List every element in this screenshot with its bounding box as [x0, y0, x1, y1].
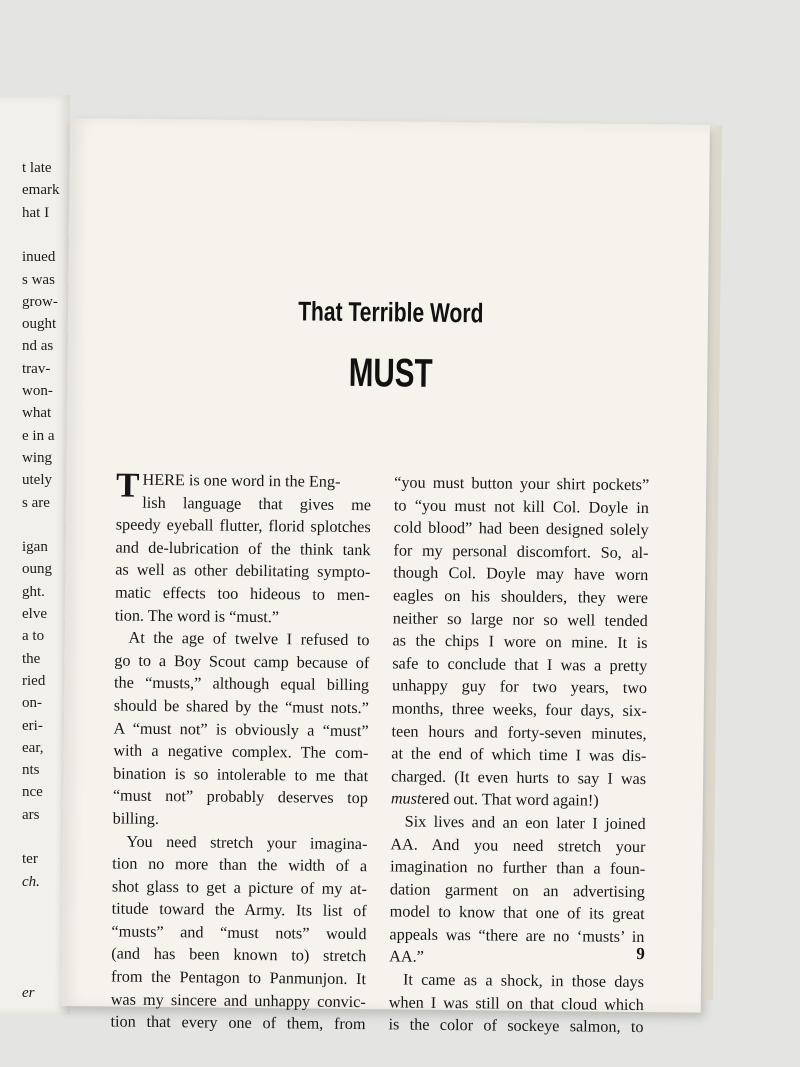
article-line: the “musts,” although equal billing [113, 673, 370, 695]
left-page-line: ght. [22, 583, 45, 600]
article-title: That Terrible Word [298, 296, 484, 329]
article-line: is the color of sockeye salmon, to [388, 1015, 644, 1037]
left-page-line: igan [22, 539, 48, 556]
left-page-line: er [22, 985, 35, 1002]
article-line: as the chips I wore on mine. It is [392, 631, 648, 653]
article-line: was my sincere and unhappy convic- [110, 990, 366, 1011]
left-page-line: a to [22, 628, 45, 645]
article-line: Six lives and an eon later I joined [404, 812, 646, 833]
article-line: though Col. Doyle may have worn [393, 563, 649, 585]
article-line: for my personal discomfort. So, al- [393, 541, 649, 562]
article-line: (and has been known to) stretch [111, 944, 367, 966]
article-line: “you must button your shirt pockets” [394, 473, 650, 495]
article-line: and de-lubrication of the think tank [115, 538, 371, 559]
left-page-line: grow- [22, 293, 58, 310]
article-line: should be shared by the “must nots.” [113, 696, 369, 718]
article-line: model to know that one of its great [389, 902, 645, 924]
right-page [61, 118, 710, 1037]
left-page-line: elve [22, 606, 47, 622]
right-column [388, 471, 649, 1038]
article-line: with a negative complex. The com- [113, 741, 369, 763]
article-line: safe to conclude that I was a pretty [392, 654, 648, 675]
article-line: tion no more than the width of a [112, 854, 368, 876]
left-page-line: s was [22, 271, 55, 288]
left-page-line: inued [22, 249, 56, 266]
left-page-line: t late [22, 160, 52, 176]
article-line: bination is so intolerable to me that [113, 764, 369, 785]
article-line: At the age of twelve I refused to [128, 628, 370, 650]
article-line: matic effects too hideous to men- [114, 583, 371, 605]
article-line: It came as a shock, in those days [402, 970, 645, 992]
article-line: A “must not” is obviously a “must” [113, 719, 369, 740]
article-line: teen hours and forty-seven minutes, [391, 721, 647, 743]
left-column [110, 465, 372, 1036]
article-line: billing. [112, 809, 160, 828]
left-page-line: e in a [22, 427, 55, 444]
article-line: from the Pentagon to Panmunjon. It [110, 967, 367, 989]
left-page-line: hat I [22, 204, 50, 221]
article-line: speedy eyeball flutter, florid splotches [115, 515, 371, 537]
left-page-line: eri- [22, 717, 43, 734]
article-line: eagles on his shoulders, they were [392, 586, 649, 608]
left-page-line: trav- [22, 360, 51, 377]
article-line: “musts” and “must nots” would [111, 922, 367, 944]
article-line: AA.” [389, 947, 424, 967]
first-word: HERE [142, 470, 185, 490]
left-page-line: emark [22, 182, 60, 199]
article-line: appeals was “there are no ‘musts’ in [389, 925, 645, 946]
article-line: go to a Boy Scout camp because of [114, 651, 370, 672]
left-page-line: ter [22, 851, 38, 868]
drop-cap: T [115, 465, 140, 505]
article-line: when I was still on that cloud which [388, 993, 644, 1014]
article-line: dation garment on an advertising [389, 880, 646, 901]
left-page-line: on- [22, 695, 42, 712]
left-page-line: oung [22, 561, 52, 578]
left-page-line: s are [22, 494, 50, 511]
article-line: “must not” probably deserves top [112, 786, 368, 808]
page-number: 9 [636, 943, 645, 964]
left-page-line: what [22, 405, 52, 422]
article-line: imagination no further than a foun- [390, 857, 646, 879]
left-page-line: ear, [22, 739, 44, 756]
article-line: months, three weeks, four days, six- [391, 699, 647, 721]
left-page-line: ars [22, 806, 40, 823]
article-line: tion that every one of them, from [110, 1012, 366, 1034]
article-line: cold blood” had been designed solely [393, 518, 649, 540]
article-line: lish language that gives me [142, 493, 372, 514]
article-line: mustered out. That word again!) [390, 789, 599, 810]
article-title-word: MUST [348, 350, 433, 396]
article-line [116, 469, 371, 494]
left-page-line: ought [22, 316, 57, 333]
left-page-line: ried [22, 672, 46, 689]
left-page-line: nd as [22, 338, 54, 355]
article-line: charged. (It even hurts to say I was [391, 767, 647, 788]
left-page-line: nts [22, 762, 40, 779]
article-line: at the end of which time I was dis- [391, 744, 647, 766]
article-line: tion. The word is “must.” [114, 606, 280, 626]
left-page-line: ch. [22, 873, 40, 890]
article-line: titude toward the Army. Its list of [111, 899, 367, 921]
left-page-line: won- [22, 383, 53, 399]
article-line: unhappy guy for two years, two [391, 676, 648, 698]
article-line: AA. And you need stretch your [390, 834, 646, 856]
article-line: neither so large nor so well tended [392, 608, 648, 630]
left-page-line: utely [22, 472, 52, 489]
left-page-line: wing [22, 449, 52, 466]
article-line: shot glass to get a picture of my at- [111, 877, 368, 898]
article-line: to “you must not kill Col. Doyle in [393, 496, 650, 517]
article-line-text: is one word in the Eng- [184, 471, 341, 491]
left-page-line: nce [22, 784, 43, 801]
article-line: You need stretch your imagina- [126, 832, 368, 853]
article-line: as well as other debilitating sympto- [115, 560, 371, 582]
left-page-line: the [22, 650, 41, 667]
